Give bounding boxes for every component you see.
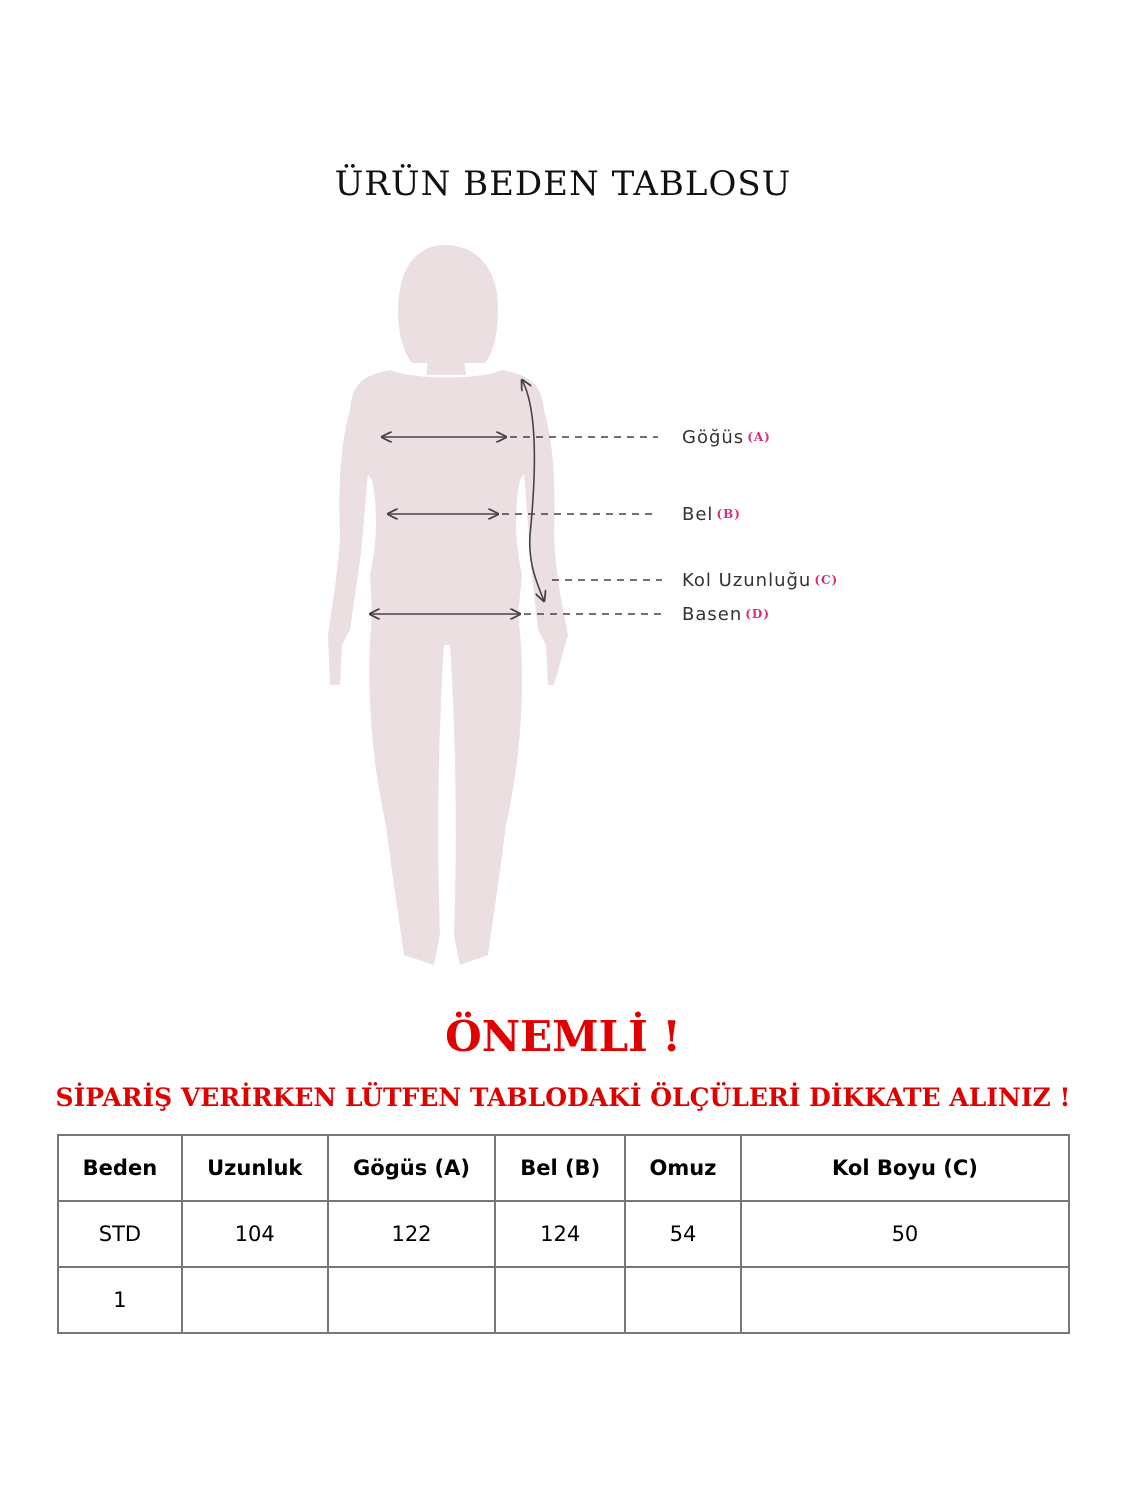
table-header-row <box>58 1135 1069 1201</box>
table-cell: 1 <box>58 1267 182 1333</box>
table-cell <box>328 1267 496 1333</box>
header-cell: Kol Boyu (C) <box>741 1135 1069 1201</box>
label-hip-text: Basen <box>682 604 743 625</box>
header-cell: Gögüs (A) <box>328 1135 496 1201</box>
table-cell <box>625 1267 741 1333</box>
body-measurement-figure <box>300 235 860 975</box>
header-cell: Beden <box>58 1135 182 1201</box>
table-row <box>58 1267 1069 1333</box>
table-cell: 54 <box>625 1201 741 1267</box>
label-bust <box>682 427 771 448</box>
label-hip <box>682 604 770 625</box>
label-hip-mark: (D) <box>745 607 771 621</box>
table-cell <box>495 1267 625 1333</box>
label-waist <box>682 504 741 525</box>
table-cell <box>741 1267 1069 1333</box>
header-cell: Bel (B) <box>495 1135 625 1201</box>
table-cell: 122 <box>328 1201 496 1267</box>
label-sleeve-mark: (C) <box>814 573 839 587</box>
table-row <box>58 1201 1069 1267</box>
table-cell: 104 <box>182 1201 328 1267</box>
page-title: ÜRÜN BEDEN TABLOSU <box>334 164 792 204</box>
table-cell: STD <box>58 1201 182 1267</box>
table-cell <box>182 1267 328 1333</box>
size-table <box>57 1134 1070 1334</box>
woman-silhouette <box>300 235 860 975</box>
order-notice: SİPARİŞ VERİRKEN LÜTFEN TABLODAKİ ÖLÇÜLERİ DİKKATE ALINIZ ! <box>55 1083 1071 1112</box>
label-waist-mark: (B) <box>716 507 741 521</box>
label-bust-mark: (A) <box>747 430 771 444</box>
table-cell: 50 <box>741 1201 1069 1267</box>
label-sleeve-text: Kol Uzunluğu <box>682 570 812 591</box>
label-sleeve <box>682 570 838 591</box>
header-cell: Omuz <box>625 1135 741 1201</box>
header-cell: Uzunluk <box>182 1135 328 1201</box>
table-cell: 124 <box>495 1201 625 1267</box>
label-bust-text: Göğüs <box>682 427 745 448</box>
label-waist-text: Bel <box>682 504 714 525</box>
important-heading: ÖNEMLİ ! <box>445 1012 681 1061</box>
